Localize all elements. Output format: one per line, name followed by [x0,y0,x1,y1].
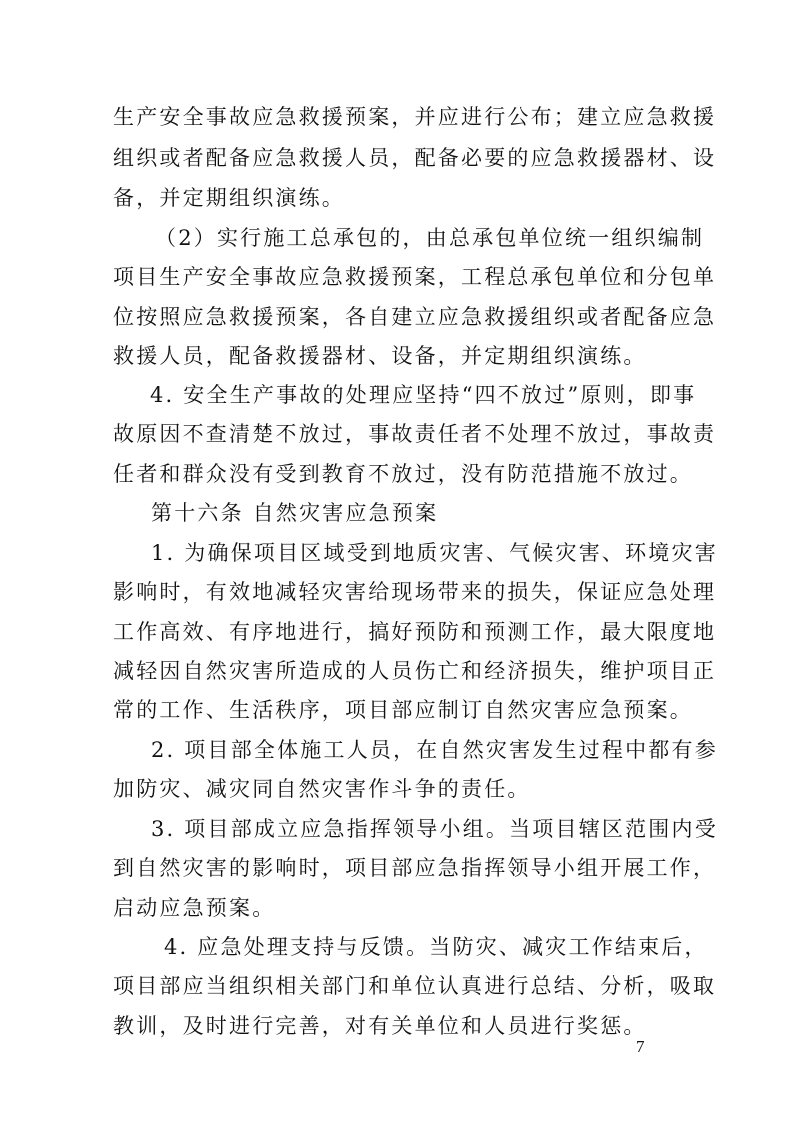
text-line: 任者和群众没有受到教育不放过，没有防范措施不放过。 [113,462,693,486]
text-line: 影响时，有效地减轻灾害给现场带来的损失，保证应急处理 [113,580,717,604]
text-line: 2. 项目部全体施工人员，在自然灾害发生过程中都有参 [151,738,718,762]
text-line: 故原因不查清楚不放过，事故责任者不处理不放过，事故责 [113,422,717,446]
text-line: 救援人员，配备救援器材、设备，并定期组织演练。 [113,344,647,368]
text-line: 教训，及时进行完善，对有关单位和人员进行奖惩。 [113,1014,647,1038]
text-line: 减轻因自然灾害所造成的人员伤亡和经济损失，维护项目正 [113,659,717,683]
text-line: 位按照应急救援预案，各自建立应急救援组织或者配备应急 [113,305,717,329]
section-heading: 第十六条 自然灾害应急预案 [151,501,439,525]
text-line: 生产安全事故应急救援预案，并应进行公布；建立应急救援 [113,105,717,129]
text-line: 组织或者配备应急救援人员，配备必要的应急救援器材、设 [113,146,717,170]
text-line: 1. 为确保项目区域受到地质灾害、气候灾害、环境灾害 [151,541,718,565]
text-line: 4. 安全生产事故的处理应坚持“四不放过”原则，即事 [150,383,697,407]
text-line: 到自然灾害的影响时，项目部应急指挥领导小组开展工作， [113,856,717,880]
text-line: 项目部应当组织相关部门和单位认真进行总结、分析，吸取 [113,974,717,998]
text-line: 3. 项目部成立应急指挥领导小组。当项目辖区范围内受 [151,817,718,841]
text-line: 启动应急预案。 [113,896,276,920]
text-line: （2）实行施工总承包的，由总承包单位统一组织编制 [155,226,705,250]
page-number: 7 [636,1037,645,1056]
text-line: 备，并定期组织演练。 [113,186,345,210]
text-line: 4. 应急处理支持与反馈。当防灾、减灾工作结束后， [164,935,708,959]
text-line: 工作高效、有序地进行，搞好预防和预测工作，最大限度地 [113,620,717,644]
text-line: 常的工作、生活秩序，项目部应制订自然灾害应急预案。 [113,698,693,722]
text-line: 加防灾、减灾同自然灾害作斗争的责任。 [113,777,531,801]
text-line: 项目生产安全事故应急救援预案，工程总承包单位和分包单 [113,265,717,289]
